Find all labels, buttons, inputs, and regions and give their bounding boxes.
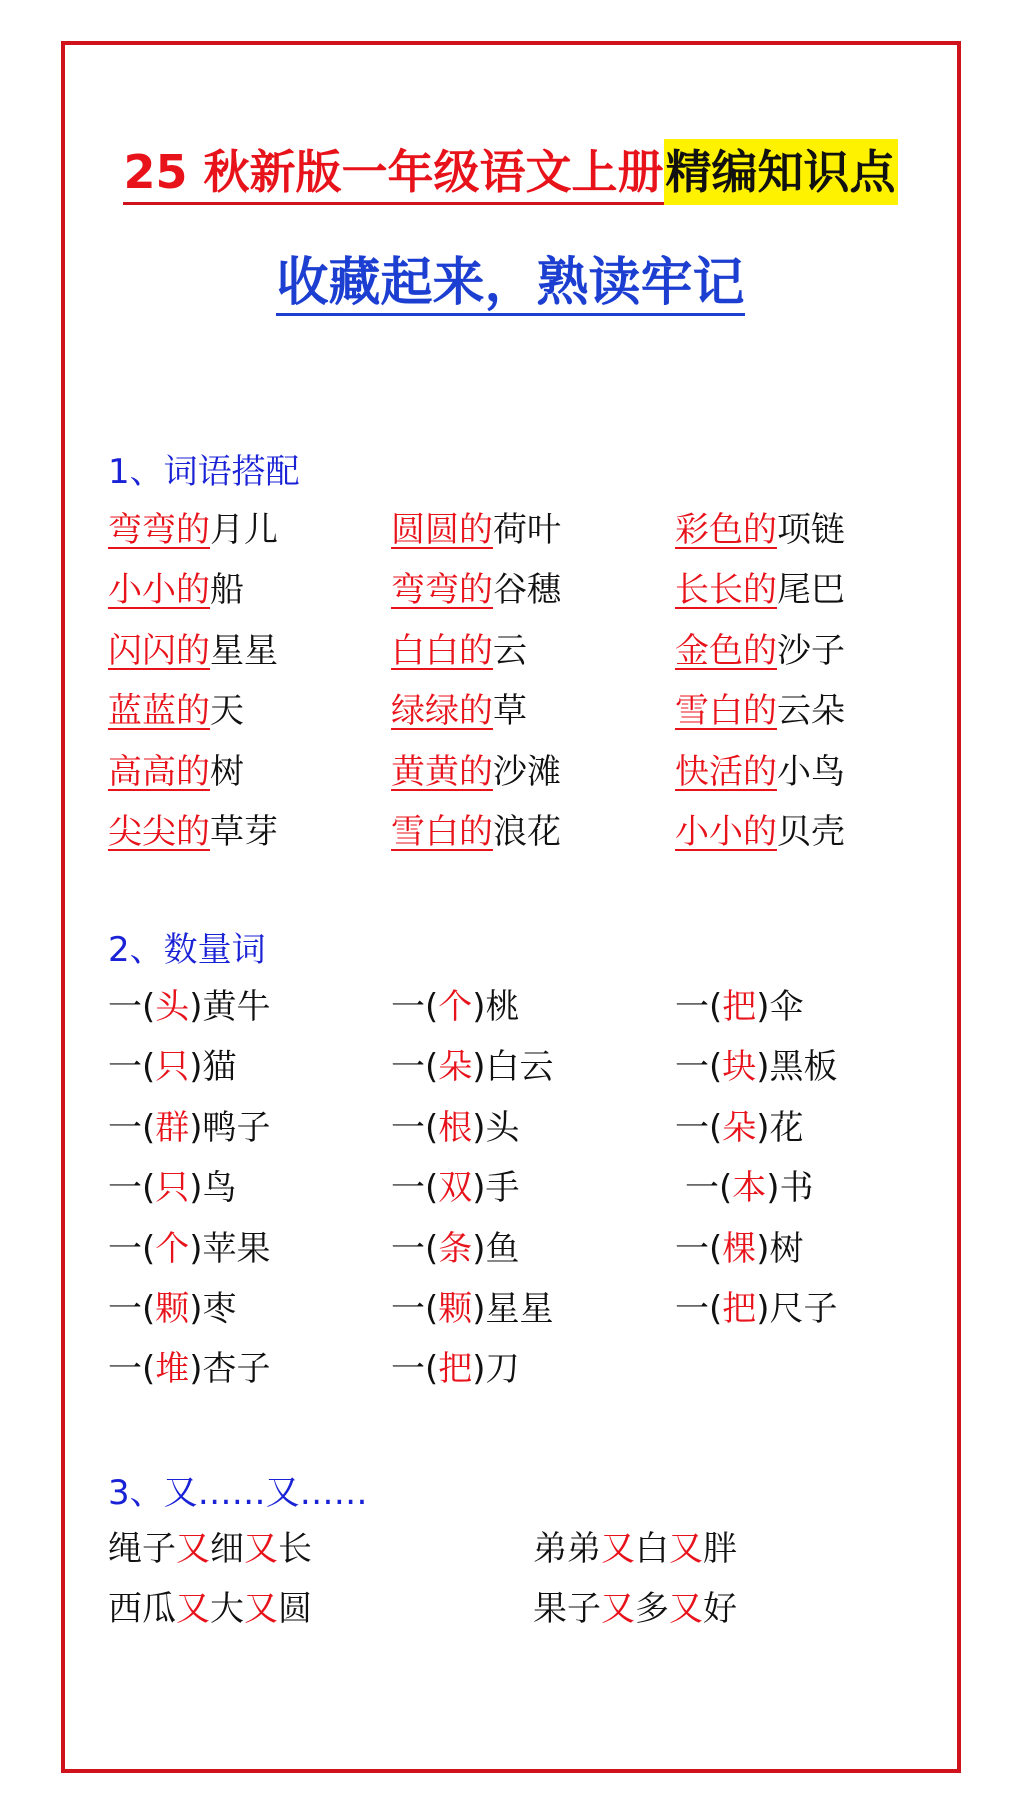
noun-phrase: 猫 — [202, 1047, 237, 1088]
number-one: 一 — [108, 1047, 142, 1088]
measure-word-row — [108, 1339, 928, 1399]
subject: 绳子 — [108, 1529, 176, 1569]
measure-word-item — [108, 1219, 271, 1279]
adjective-phrase: 小小的 — [108, 570, 210, 611]
measure-word-item — [675, 1037, 838, 1097]
number-one: 一 — [675, 1047, 709, 1088]
measure-word: 只 — [155, 1047, 190, 1088]
adjective-phrase: 雪白的 — [391, 811, 493, 852]
noun-phrase: 花 — [769, 1107, 804, 1148]
open-paren: ( — [142, 1168, 156, 1209]
measure-word-item — [675, 1098, 804, 1158]
measure-word-item — [391, 1219, 520, 1279]
measure-word-item — [675, 1219, 804, 1279]
close-paren: ) — [189, 1288, 203, 1329]
noun-phrase: 天 — [210, 691, 244, 732]
measure-word-item — [391, 1098, 520, 1158]
measure-word: 朵 — [722, 1107, 757, 1148]
measure-word-item — [108, 1339, 271, 1399]
close-paren: ) — [189, 1228, 203, 1269]
noun-phrase: 树 — [210, 751, 244, 792]
section1-heading: 1、词语搭配 — [108, 452, 300, 492]
open-paren: ( — [142, 1349, 156, 1390]
measure-word: 条 — [438, 1228, 473, 1269]
collocation-item — [108, 621, 278, 681]
close-paren: ) — [472, 1228, 486, 1269]
open-paren: ( — [709, 987, 723, 1027]
close-paren: ) — [756, 1288, 770, 1329]
close-paren: ) — [472, 1168, 486, 1209]
noun-phrase: 伞 — [769, 987, 804, 1027]
measure-word-row — [108, 1158, 928, 1218]
noun-phrase: 刀 — [485, 1349, 520, 1390]
number-one: 一 — [675, 1288, 709, 1329]
collocation-row — [108, 681, 928, 741]
collocation-item — [391, 621, 527, 681]
measure-word: 群 — [155, 1107, 190, 1148]
number-one: 一 — [108, 1349, 142, 1390]
quality-1: 多 — [635, 1589, 669, 1630]
quality-2: 长 — [278, 1529, 312, 1569]
measure-word-item — [108, 1098, 271, 1158]
noun-phrase: 白云 — [485, 1047, 554, 1088]
noun-phrase: 星星 — [210, 630, 278, 671]
adjective-phrase: 彩色的 — [675, 510, 777, 550]
collocation-item — [108, 500, 278, 560]
measure-word: 把 — [438, 1349, 473, 1390]
measure-word-item — [675, 977, 804, 1037]
title-highlight-text: 精编知识点 — [664, 139, 898, 205]
close-paren: ) — [472, 1107, 486, 1148]
collocation-row — [108, 802, 928, 862]
open-paren: ( — [709, 1047, 723, 1088]
open-paren: ( — [425, 1107, 439, 1148]
noun-phrase: 树 — [769, 1228, 804, 1269]
noun-phrase: 鸟 — [202, 1168, 237, 1209]
noun-phrase: 头 — [485, 1107, 520, 1148]
close-paren: ) — [756, 987, 770, 1027]
measure-word: 颗 — [438, 1288, 473, 1329]
quality-2: 胖 — [703, 1529, 737, 1569]
measure-word: 个 — [438, 987, 473, 1027]
collocation-item — [675, 560, 845, 620]
adjective-phrase: 小小的 — [675, 811, 777, 852]
number-one: 一 — [108, 1107, 142, 1148]
adjective-phrase: 蓝蓝的 — [108, 691, 210, 732]
connector-you: 又 — [669, 1529, 703, 1569]
collocation-row — [108, 742, 928, 802]
measure-word: 本 — [732, 1168, 767, 1209]
adjective-phrase: 高高的 — [108, 751, 210, 792]
measure-word: 头 — [155, 987, 190, 1027]
noun-phrase: 谷穗 — [493, 570, 561, 611]
measure-word: 颗 — [155, 1288, 190, 1329]
collocation-item — [391, 500, 561, 560]
measure-word: 把 — [722, 987, 757, 1027]
measure-word-item — [108, 1158, 237, 1218]
open-paren: ( — [142, 1107, 156, 1148]
number-one: 一 — [108, 1288, 142, 1329]
you-you-row — [108, 1519, 928, 1579]
number-one: 一 — [391, 1228, 425, 1269]
subject: 西瓜 — [108, 1589, 176, 1630]
collocation-item — [675, 621, 845, 681]
connector-you: 又 — [601, 1529, 635, 1569]
close-paren: ) — [756, 1228, 770, 1269]
measure-word: 棵 — [722, 1228, 757, 1269]
you-you-list — [108, 1519, 928, 1640]
you-you-item — [533, 1579, 737, 1639]
collocation-item — [675, 681, 845, 741]
measure-word-item — [391, 1037, 554, 1097]
collocation-item — [675, 802, 845, 862]
noun-phrase: 云 — [493, 630, 527, 671]
measure-word-item — [685, 1158, 814, 1218]
measure-word-row — [108, 1037, 928, 1097]
number-one: 一 — [391, 1107, 425, 1148]
connector-you: 又 — [601, 1589, 635, 1630]
number-one: 一 — [108, 987, 142, 1027]
adjective-phrase: 闪闪的 — [108, 630, 210, 671]
noun-phrase: 沙滩 — [493, 751, 561, 792]
noun-phrase: 星星 — [485, 1288, 554, 1329]
collocation-item — [108, 681, 244, 741]
close-paren: ) — [756, 1107, 770, 1148]
measure-word-item — [391, 1339, 520, 1399]
number-one: 一 — [391, 1349, 425, 1390]
noun-phrase: 尾巴 — [777, 570, 845, 611]
number-one: 一 — [685, 1168, 719, 1209]
adjective-phrase: 白白的 — [391, 630, 493, 671]
quality-1: 细 — [210, 1529, 244, 1569]
noun-phrase: 草 — [493, 691, 527, 732]
measure-word-row — [108, 977, 928, 1037]
noun-phrase: 鱼 — [485, 1228, 520, 1269]
close-paren: ) — [189, 1047, 203, 1088]
measure-word-item — [391, 977, 520, 1037]
measure-word: 把 — [722, 1288, 757, 1329]
noun-phrase: 荷叶 — [493, 510, 561, 550]
connector-you: 又 — [669, 1589, 703, 1630]
noun-phrase: 尺子 — [769, 1288, 838, 1329]
open-paren: ( — [709, 1107, 723, 1148]
open-paren: ( — [709, 1228, 723, 1269]
noun-phrase: 贝壳 — [777, 811, 845, 852]
open-paren: ( — [142, 1228, 156, 1269]
collocation-row — [108, 560, 928, 620]
collocation-item — [391, 742, 561, 802]
number-one: 一 — [391, 1047, 425, 1088]
collocation-item — [108, 560, 244, 620]
number-one: 一 — [391, 1168, 425, 1209]
measure-word: 堆 — [155, 1349, 190, 1390]
close-paren: ) — [756, 1047, 770, 1088]
collocation-item — [108, 742, 244, 802]
section2-heading: 2、数量词 — [108, 930, 266, 970]
noun-phrase: 书 — [779, 1168, 814, 1209]
open-paren: ( — [425, 1228, 439, 1269]
open-paren: ( — [425, 987, 439, 1027]
noun-phrase: 桃 — [485, 987, 520, 1027]
adjective-phrase: 快活的 — [675, 751, 777, 792]
measure-word-item — [108, 977, 271, 1037]
noun-phrase: 黑板 — [769, 1047, 838, 1088]
close-paren: ) — [472, 987, 486, 1027]
number-one: 一 — [108, 1228, 142, 1269]
subject: 果子 — [533, 1589, 601, 1630]
connector-you: 又 — [244, 1589, 278, 1630]
page-title — [0, 140, 1021, 205]
quality-2: 圆 — [278, 1589, 312, 1630]
close-paren: ) — [472, 1047, 486, 1088]
close-paren: ) — [189, 1168, 203, 1209]
adjective-phrase: 弯弯的 — [391, 570, 493, 611]
noun-phrase: 小鸟 — [777, 751, 845, 792]
noun-phrase: 杏子 — [202, 1349, 271, 1390]
open-paren: ( — [425, 1047, 439, 1088]
measure-word-item — [108, 1279, 237, 1339]
you-you-item — [533, 1519, 737, 1579]
adjective-phrase: 圆圆的 — [391, 510, 493, 550]
adjective-phrase: 黄黄的 — [391, 751, 493, 792]
noun-phrase: 月儿 — [210, 510, 278, 550]
close-paren: ) — [766, 1168, 780, 1209]
measure-word-item — [391, 1158, 520, 1218]
adjective-phrase: 金色的 — [675, 630, 777, 671]
close-paren: ) — [189, 1107, 203, 1148]
measure-word-item — [391, 1279, 554, 1339]
collocation-item — [391, 681, 527, 741]
open-paren: ( — [425, 1349, 439, 1390]
close-paren: ) — [189, 1349, 203, 1390]
connector-you: 又 — [176, 1529, 210, 1569]
noun-phrase: 苹果 — [202, 1228, 271, 1269]
measure-word: 只 — [155, 1168, 190, 1209]
noun-phrase: 枣 — [202, 1288, 237, 1329]
measure-word: 块 — [722, 1047, 757, 1088]
collocation-row — [108, 500, 928, 560]
open-paren: ( — [709, 1288, 723, 1329]
measure-word: 根 — [438, 1107, 473, 1148]
you-you-item — [108, 1579, 312, 1639]
measure-word-row — [108, 1279, 928, 1339]
quality-1: 大 — [210, 1589, 244, 1630]
page-subtitle — [0, 248, 1021, 318]
noun-phrase: 草芽 — [210, 811, 278, 852]
noun-phrase: 沙子 — [777, 630, 845, 671]
measure-word-row — [108, 1219, 928, 1279]
title-underline — [123, 144, 897, 205]
word-collocation-list — [108, 500, 928, 862]
noun-phrase: 黄牛 — [202, 987, 271, 1027]
noun-phrase: 云朵 — [777, 691, 845, 732]
open-paren: ( — [425, 1288, 439, 1329]
open-paren: ( — [142, 1047, 156, 1088]
measure-word-list — [108, 977, 928, 1400]
open-paren: ( — [142, 987, 156, 1027]
you-you-row — [108, 1579, 928, 1639]
connector-you: 又 — [176, 1589, 210, 1630]
you-you-item — [108, 1519, 312, 1579]
quality-1: 白 — [635, 1529, 669, 1569]
measure-word-item — [108, 1037, 237, 1097]
adjective-phrase: 弯弯的 — [108, 510, 210, 550]
adjective-phrase: 绿绿的 — [391, 691, 493, 732]
adjective-phrase: 尖尖的 — [108, 811, 210, 852]
collocation-row — [108, 621, 928, 681]
connector-you: 又 — [244, 1529, 278, 1569]
noun-phrase: 船 — [210, 570, 244, 611]
number-one: 一 — [675, 1107, 709, 1148]
open-paren: ( — [142, 1288, 156, 1329]
noun-phrase: 鸭子 — [202, 1107, 271, 1148]
adjective-phrase: 雪白的 — [675, 691, 777, 732]
measure-word: 朵 — [438, 1047, 473, 1088]
open-paren: ( — [719, 1168, 733, 1209]
noun-phrase: 浪花 — [493, 811, 561, 852]
adjective-phrase: 长长的 — [675, 570, 777, 611]
measure-word-item — [675, 1279, 838, 1339]
measure-word: 双 — [438, 1168, 473, 1209]
close-paren: ) — [472, 1288, 486, 1329]
collocation-item — [675, 500, 845, 560]
title-red-text: 25 秋新版一年级语文上册 — [123, 145, 664, 199]
noun-phrase: 手 — [485, 1168, 520, 1209]
close-paren: ) — [472, 1349, 486, 1390]
subtitle-text: 收藏起来，熟读牢记 — [276, 253, 744, 316]
number-one: 一 — [391, 987, 425, 1027]
collocation-item — [391, 802, 561, 862]
open-paren: ( — [425, 1168, 439, 1209]
subject: 弟弟 — [533, 1529, 601, 1569]
number-one: 一 — [675, 987, 709, 1027]
measure-word: 个 — [155, 1228, 190, 1269]
quality-2: 好 — [703, 1589, 737, 1630]
number-one: 一 — [391, 1288, 425, 1329]
measure-word-row — [108, 1098, 928, 1158]
collocation-item — [675, 742, 845, 802]
number-one: 一 — [675, 1228, 709, 1269]
noun-phrase: 项链 — [777, 510, 845, 550]
section3-heading: 3、又……又…… — [108, 1473, 368, 1513]
close-paren: ) — [189, 987, 203, 1027]
collocation-item — [391, 560, 561, 620]
number-one: 一 — [108, 1168, 142, 1209]
collocation-item — [108, 802, 278, 862]
